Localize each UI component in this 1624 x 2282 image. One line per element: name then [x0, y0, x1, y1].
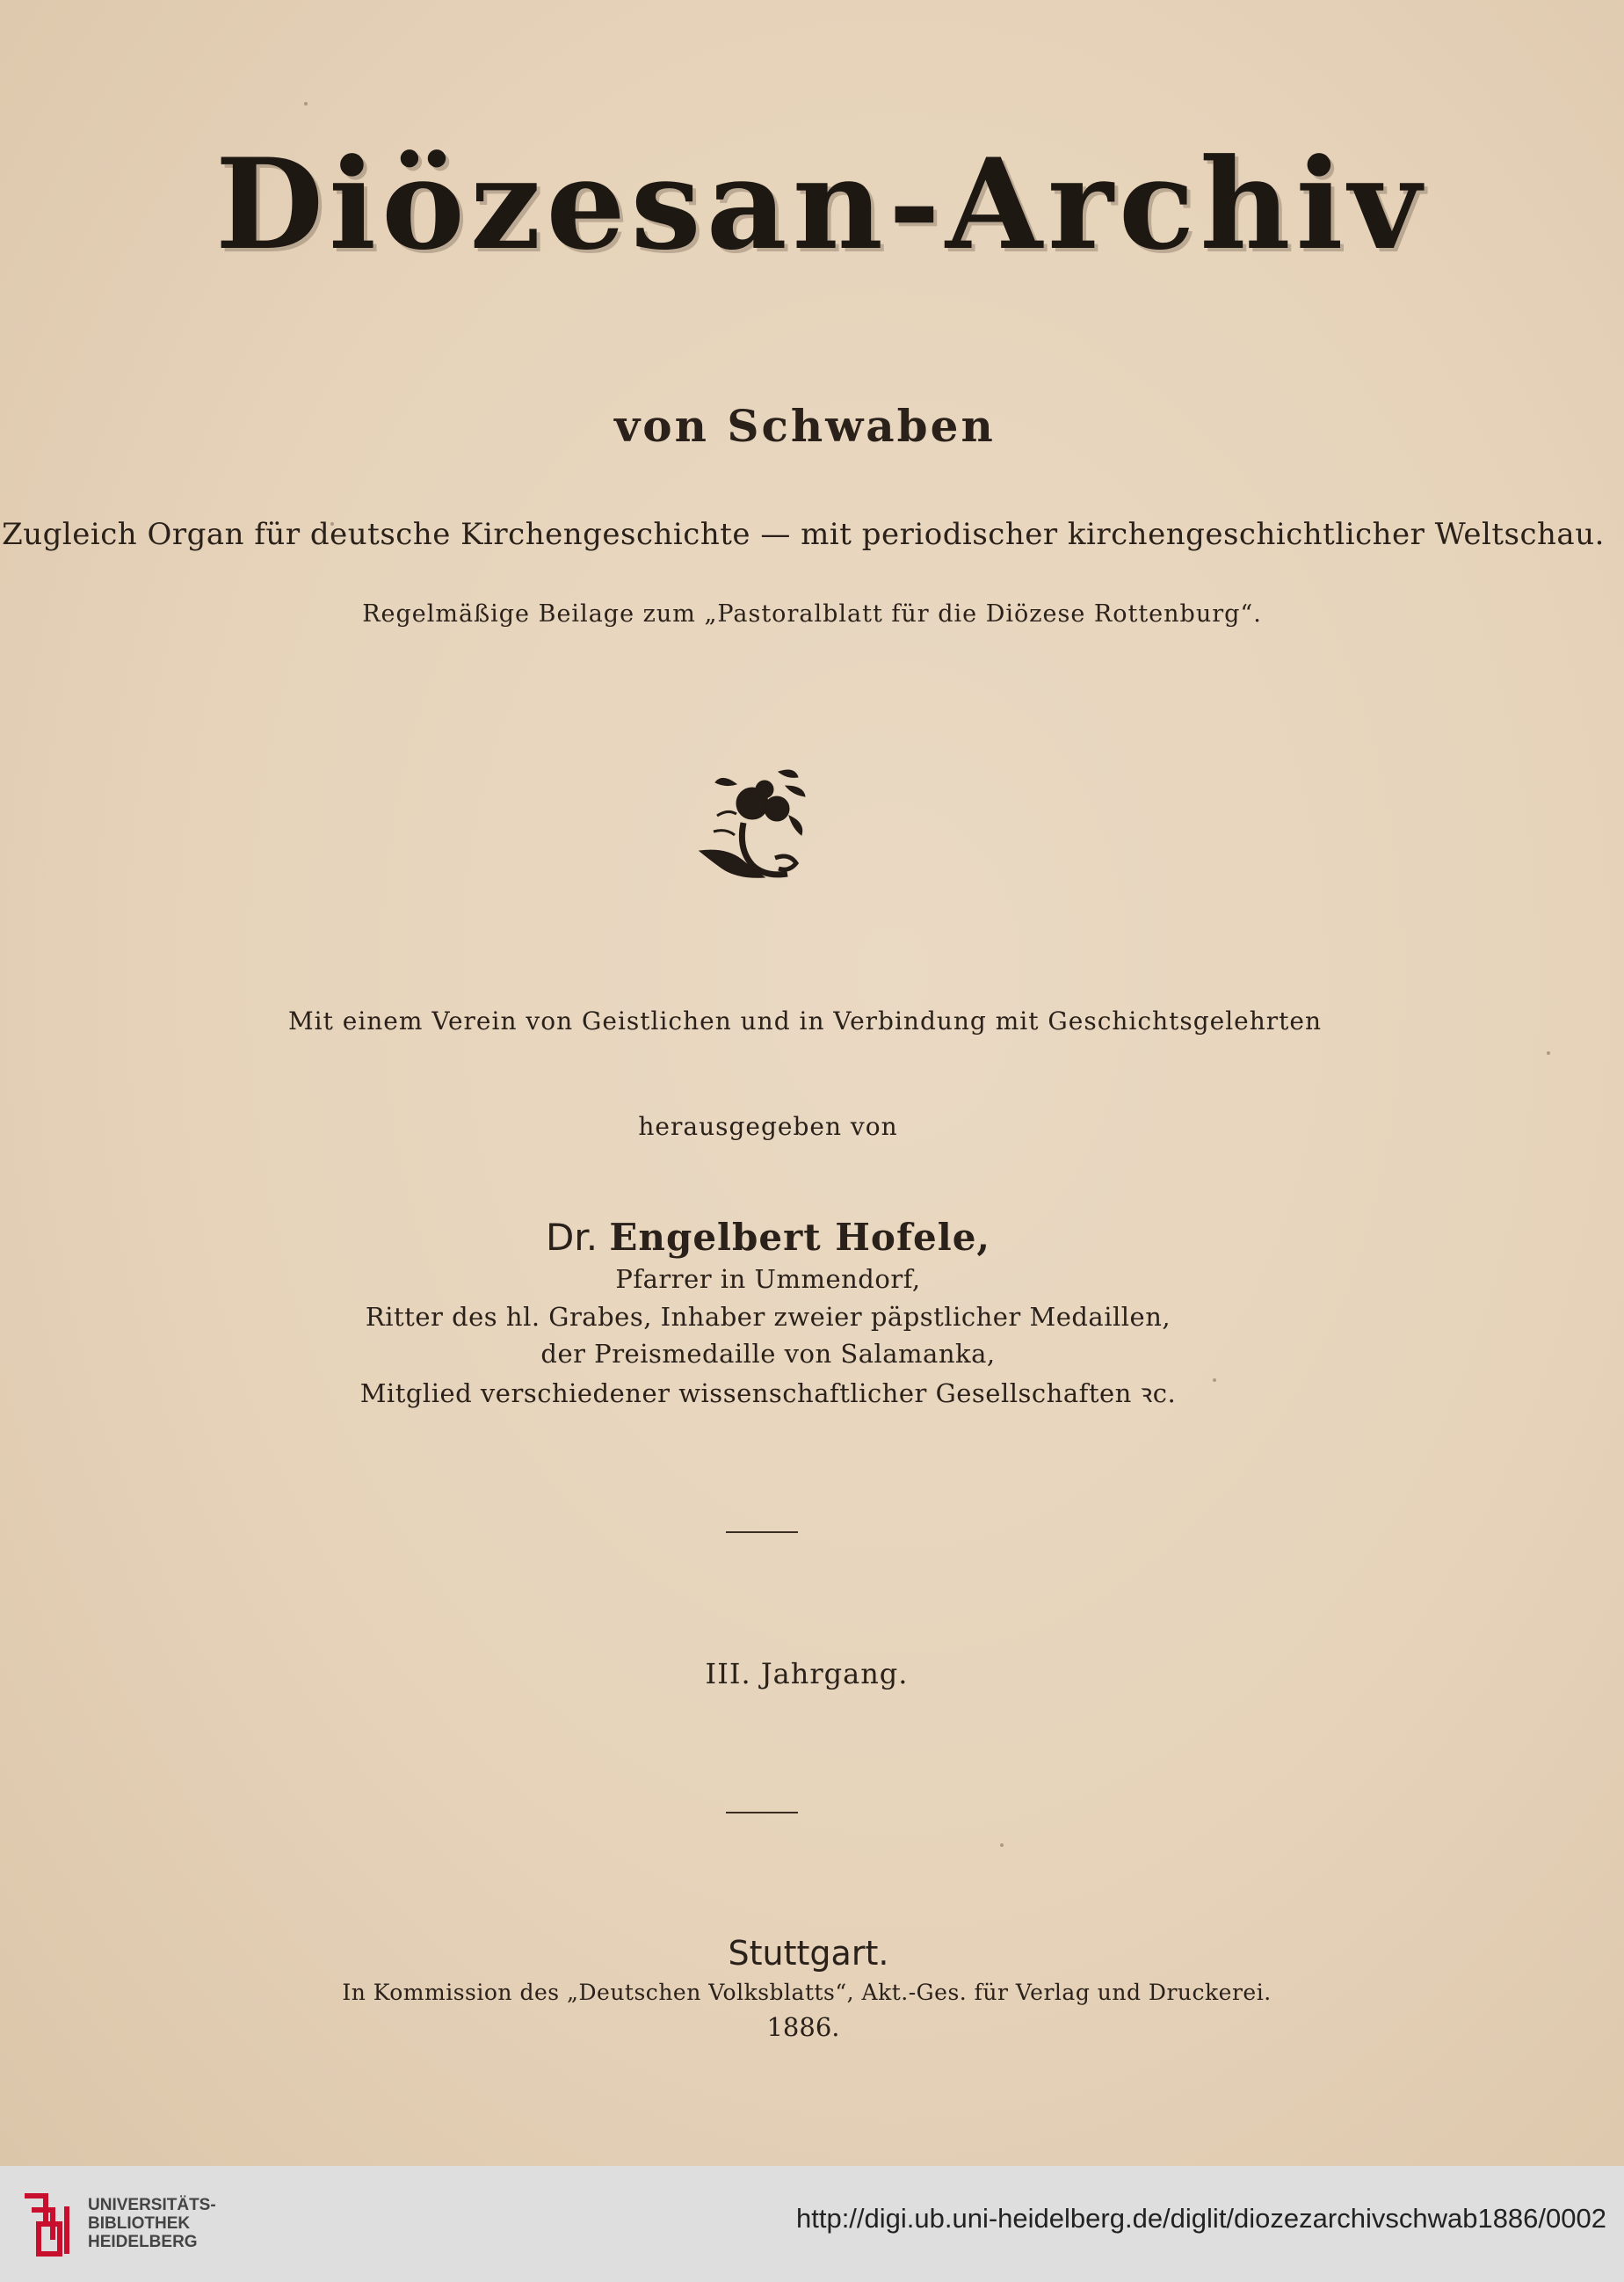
divider-rule: [726, 1812, 798, 1813]
floral-vignette-icon: [691, 754, 831, 895]
beilage-line: Regelmäßige Beilage zum „Pastoralblatt für die Diözese Rottenburg“.: [362, 600, 1262, 628]
author-name: Engelbert Hofele,: [609, 1216, 991, 1259]
paper-speck: [1000, 1843, 1004, 1847]
place-line: Stuttgart.: [728, 1934, 889, 1973]
affiliation-line: Mitglied verschiedener wissenschaftlicher Gesellschaften ꝛc.: [359, 1378, 1177, 1408]
divider-rule: [726, 1531, 798, 1533]
paper-speck: [1213, 1378, 1216, 1382]
logo-line: UNIVERSITÄTS-: [88, 2196, 216, 2214]
affiliation-line: Ritter des hl. Grabes, Inhaber zweier päpstlicher Medaillen,: [365, 1302, 1171, 1332]
affiliation-line: der Preismedaille von Salamanka,: [540, 1339, 996, 1369]
organ-line: Zugleich Organ für deutsche Kirchengeschichte — mit periodischer kirchengeschichtlicher Weltschau.: [2, 517, 1605, 552]
ub-heidelberg-logo-icon[interactable]: [19, 2189, 77, 2259]
volume-line: III. Jahrgang.: [705, 1657, 909, 1690]
logo-line: HEIDELBERG: [88, 2233, 198, 2251]
author-title: Dr.: [545, 1216, 598, 1259]
herausgegeben-line: herausgegeben von: [638, 1112, 898, 1141]
permalink-url[interactable]: http://digi.ub.uni-heidelberg.de/diglit/diozezarchivschwab1886/0002: [795, 2203, 1606, 2234]
paper-speck: [330, 522, 334, 526]
year-line: 1886.: [766, 2012, 840, 2042]
paper-speck: [1547, 1051, 1550, 1055]
logo-line: BIBLIOTHEK: [88, 2214, 191, 2233]
document-subtitle: von Schwaben: [614, 400, 996, 452]
library-logo-text[interactable]: [88, 2196, 216, 2251]
document-title: Diözesan-Archiv: [214, 132, 1427, 278]
affiliation-line: Pfarrer in Ummendorf,: [615, 1264, 921, 1294]
kommission-line: In Kommission des „Deutschen Volksblatts“, Akt.-Ges. für Verlag und Druckerei.: [342, 1980, 1272, 2005]
verein-line: Mit einem Verein von Geistlichen und in Verbindung mit Geschichtsgelehrten: [287, 1007, 1323, 1036]
viewer-footer: [0, 2166, 1624, 2282]
author-line: [0, 1216, 1580, 1259]
paper-speck: [304, 102, 308, 105]
